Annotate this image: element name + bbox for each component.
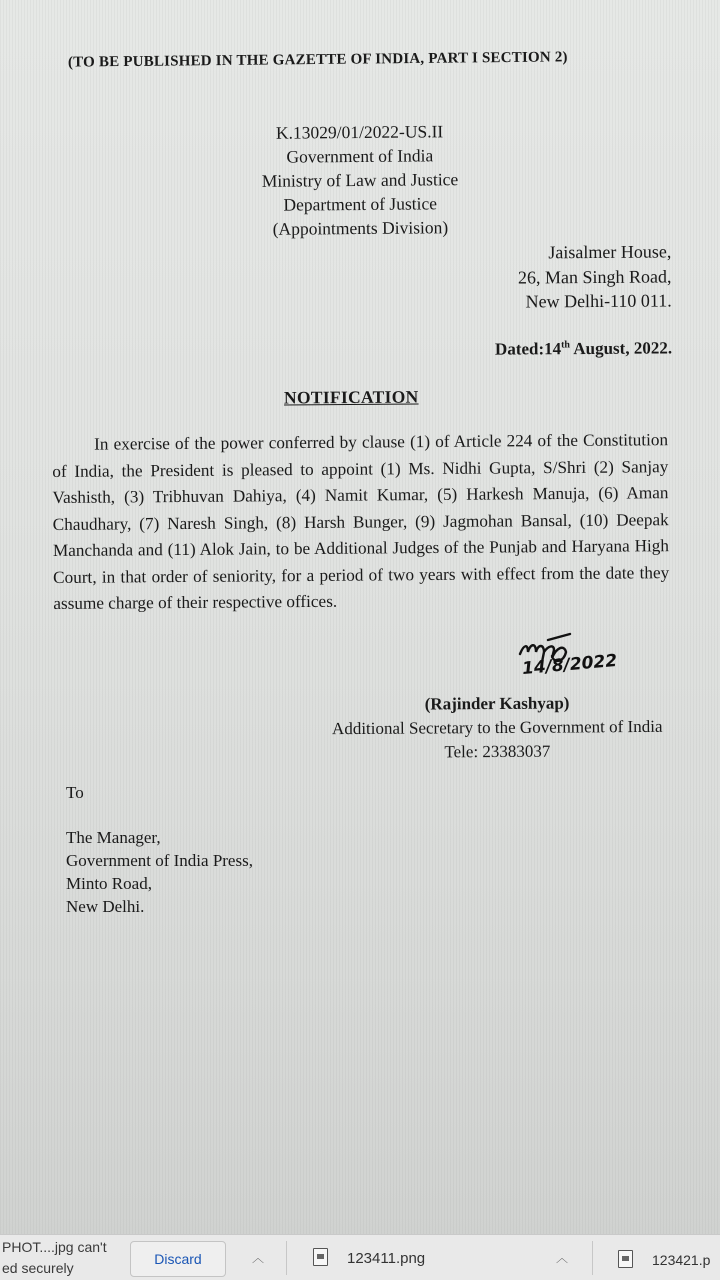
date-prefix: Dated:14 (494, 339, 562, 359)
download-file-name-2[interactable]: 123421.p (652, 1252, 711, 1268)
divider (592, 1241, 593, 1275)
address-line-2: 26, Man Singh Road, (518, 265, 673, 288)
date-line (495, 338, 672, 359)
discard-button[interactable]: Discard (130, 1241, 226, 1277)
chevron-up-icon[interactable]: ︿ (252, 1251, 265, 1265)
division-line: (Appointments Division) (272, 217, 449, 239)
file-icon (313, 1248, 328, 1266)
signatory-block (331, 691, 662, 765)
address-block (518, 239, 672, 314)
signatory-name: (Rajinder Kashyap) (424, 693, 570, 714)
download-file-name-1[interactable]: 123411.png (347, 1250, 426, 1267)
chevron-up-icon[interactable]: ︿ (556, 1251, 569, 1265)
download-warning-line-2: ed securely (2, 1260, 74, 1276)
recipient-line-2: Government of India Press, (66, 851, 253, 870)
signature-date: 14/8/2022 (521, 650, 618, 680)
file-number: K.13029/01/2022-US.II (275, 121, 444, 143)
file-icon (618, 1250, 633, 1268)
recipient-line-4: New Delhi. (66, 897, 145, 916)
department-line: Department of Justice (283, 193, 438, 215)
notification-title: NOTIFICATION (283, 386, 419, 408)
issuing-authority-block (239, 119, 480, 241)
date-suffix: August, 2022. (569, 338, 673, 359)
signatory-telephone: Tele: 23383037 (443, 741, 550, 762)
to-label: To (66, 783, 84, 802)
date-ordinal: th (560, 339, 570, 351)
divider (286, 1241, 287, 1275)
download-bar (0, 1234, 720, 1280)
recipient-address (66, 826, 253, 918)
ministry-line: Ministry of Law and Justice (261, 169, 459, 191)
recipient-line-3: Minto Road, (66, 874, 152, 893)
address-line-1: Jaisalmer House, (548, 241, 672, 263)
address-line-3: New Delhi-110 011. (525, 290, 673, 312)
download-warning-line-1: PHOT....jpg can't (2, 1239, 107, 1255)
gazette-header: (TO BE PUBLISHED IN THE GAZETTE OF INDIA, PART I SECTION 2) (67, 49, 568, 71)
government-line: Government of India (286, 145, 434, 167)
signatory-title: Additional Secretary to the Government of India (331, 716, 663, 739)
recipient-line-1: The Manager, (66, 828, 161, 847)
notification-body: In exercise of the power conferred by clause (1) of Article 224 of the Constitution of India, the President is pleased to appoint (1) Ms. Nidhi Gupta, S/Shri (2) Sanjay Vashisth, (3) Tribhuvan Dahiya, (4) Namit Kumar, (5) Harkesh Manuja, (6) Aman Chaudhary, (7) Naresh Singh, (8) Harsh Bunger, (9) Jagmohan Bansal, (10) Deepak Manchanda and (11) Alok Jain, to be Additional Judges of the Punjab and Haryana High Court, in that order of seniority, for a period of two years with effect from the date they assume charge of their respective offices. (52, 430, 670, 613)
